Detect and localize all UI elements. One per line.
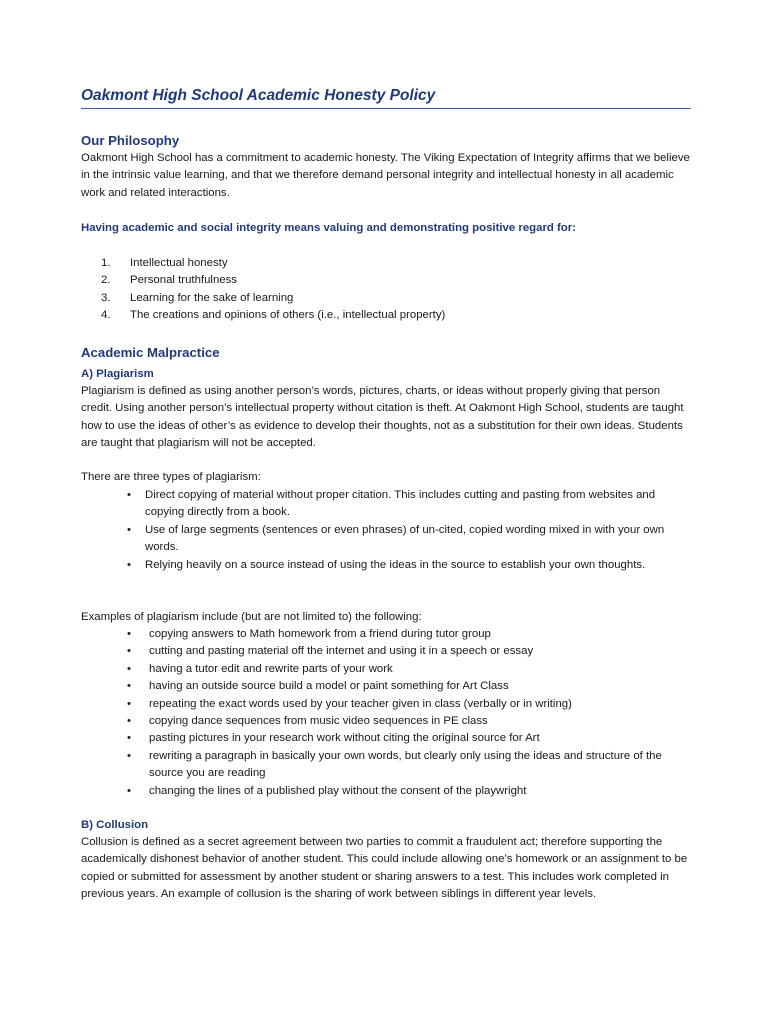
- list-item: • Direct copying of material without proper citation. This includes cutting and pasting from websites and copying directly from a book.: [127, 489, 656, 519]
- collusion-text: Collusion is defined as a secret agreement between two parties to commit a fraudulent act; therefore supporting the academically dishonest behavior of another student. This could include allowing one’s homework or an assignment to be copied or submitted for assessment by another student or sharing answers to a test. This includes work completed in previous years. An example of collusion is the sharing of work between siblings in different year levels.: [81, 836, 688, 901]
- list-item: • cutting and pasting material off the internet and using it in a speech or essay: [127, 645, 534, 658]
- list-item: • repeating the exact words used by your teacher given in class (verbally or in writing): [127, 697, 572, 710]
- collusion-heading: B) Collusion: [81, 819, 149, 831]
- list-item: 3. Learning for the sake of learning: [101, 291, 294, 304]
- plagiarism-text: Plagiarism is defined as using another person’s words, pictures, charts, or ideas without properly giving that person credit. Using another person’s intellectual property without citation is theft. At Oakmont High School, students are taught how to use the ideas of other’s as evidence to develop their thoughts, not as a substitution for their own ideas. Students are taught that plagiarism will not be accepted.: [81, 385, 684, 450]
- page-title: Oakmont High School Academic Honesty Policy: [81, 86, 691, 109]
- list-item: 1. Intellectual honesty: [101, 257, 228, 269]
- plagiarism-types-intro: There are three types of plagiarism:: [81, 471, 261, 483]
- list-item: • having an outside source build a model or paint something for Art Class: [127, 680, 509, 693]
- plagiarism-examples-list: [81, 626, 667, 800]
- list-item: • changing the lines of a published play without the consent of the playwright: [127, 784, 527, 797]
- philosophy-heading: Our Philosophy: [81, 133, 180, 148]
- list-item: • rewriting a paragraph in basically your own words, but clearly only using the ideas and structure of the source you are reading: [127, 749, 662, 780]
- list-item: • Use of large segments (sentences or even phrases) of un-cited, copied wording mixed in with your own words.: [127, 523, 665, 554]
- plagiarism-heading: A) Plagiarism: [81, 368, 154, 380]
- integrity-heading: Having academic and social integrity means valuing and demonstrating positive regard for:: [81, 222, 576, 234]
- list-item: • copying answers to Math homework from a friend during tutor group: [127, 628, 491, 640]
- list-item: • copying dance sequences from music video sequences in PE class: [127, 715, 488, 728]
- list-item: 2. Personal truthfulness: [101, 274, 238, 287]
- philosophy-text: Oakmont High School has a commitment to academic honesty. The Viking Expectation of Integrity affirms that we believe in the intrinsic value learning, and that we therefore demand personal integrity and intellectual honesty in all academic work and related interactions.: [81, 152, 690, 199]
- list-item: • Relying heavily on a source instead of using the ideas in the source to establish your own thoughts.: [127, 558, 646, 571]
- malpractice-heading: Academic Malpractice: [81, 345, 220, 360]
- list-item: 4. The creations and opinions of others (i.e., intellectual property): [101, 309, 446, 322]
- list-item: • having a tutor edit and rewrite parts of your work: [127, 662, 393, 675]
- list-item: • pasting pictures in your research work without citing the original source for Art: [127, 732, 540, 745]
- integrity-list: [81, 255, 696, 325]
- plagiarism-types-list: [81, 487, 667, 574]
- plagiarism-examples-intro: Examples of plagiarism include (but are not limited to) the following:: [81, 611, 422, 623]
